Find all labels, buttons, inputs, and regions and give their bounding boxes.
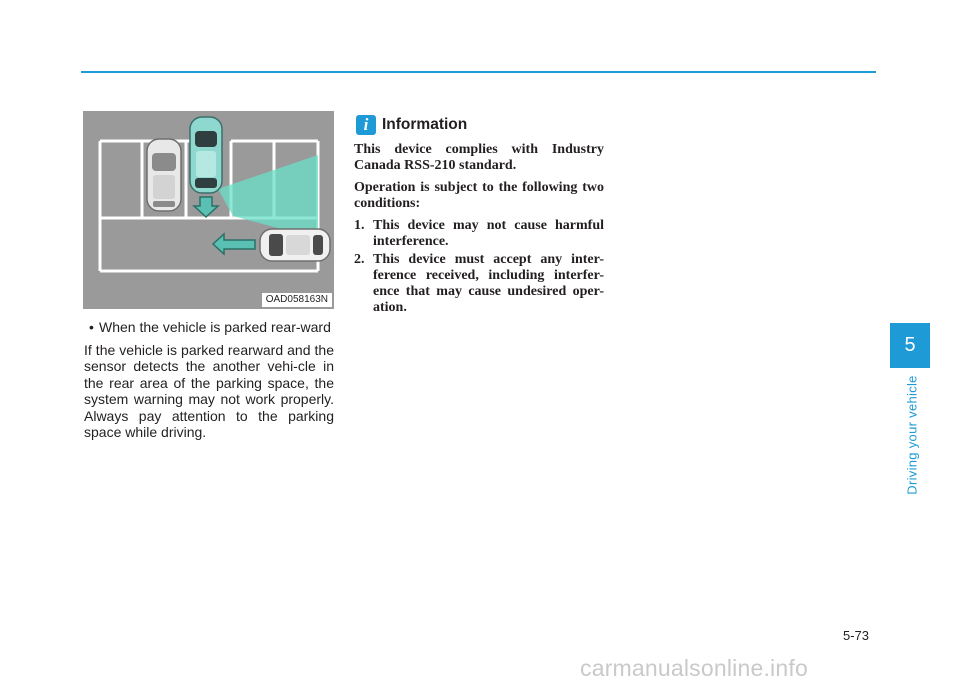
condition-number: 1. bbox=[354, 218, 365, 233]
figure-code: OAD058163N bbox=[262, 293, 332, 307]
chapter-tab[interactable]: 5 bbox=[890, 323, 930, 368]
left-column bbox=[84, 319, 334, 441]
info-heading bbox=[356, 115, 467, 137]
body-paragraph: If the vehicle is parked rearward and the sensor detects the another vehi-cle in the rear area of the parking space, the system warning may not work properly. Always pay attention to the parking space while driving. bbox=[84, 341, 334, 440]
conditions-list bbox=[354, 218, 604, 316]
bullet-text: When the vehicle is parked rear-ward bbox=[99, 319, 331, 335]
info-body bbox=[354, 142, 604, 318]
condition-item bbox=[354, 218, 604, 250]
approaching-car-icon bbox=[260, 229, 330, 261]
info-title: Information bbox=[382, 116, 468, 133]
ego-car-icon bbox=[190, 117, 222, 193]
info-condition-lead: Operation is subject to the following two conditions: bbox=[354, 180, 604, 211]
arrow-left-icon bbox=[213, 234, 255, 254]
watermark[interactable]: carmanualsonline.info bbox=[580, 655, 808, 681]
condition-text: This device may not cause harmful interference. bbox=[373, 218, 604, 249]
detection-zone bbox=[218, 155, 318, 239]
info-intro: This device complies with Industry Canada RSS-210 standard. bbox=[354, 142, 604, 173]
parking-illustration bbox=[83, 111, 334, 309]
info-icon: i bbox=[356, 115, 376, 135]
arrow-down-icon bbox=[194, 197, 218, 217]
bullet-item bbox=[84, 319, 334, 336]
condition-number: 2. bbox=[354, 252, 365, 267]
chapter-label: Driving your vehicle bbox=[904, 375, 920, 495]
condition-text: This device must accept any inter-ference received, including interfer-ence that may cause undesired oper-ation. bbox=[373, 252, 604, 315]
page-number: 5-73 bbox=[843, 628, 870, 643]
parking-diagram bbox=[83, 111, 334, 309]
condition-item bbox=[354, 252, 604, 316]
header-rule bbox=[81, 71, 876, 73]
bullet-dot: • bbox=[89, 319, 94, 335]
parked-car-icon bbox=[147, 139, 181, 211]
